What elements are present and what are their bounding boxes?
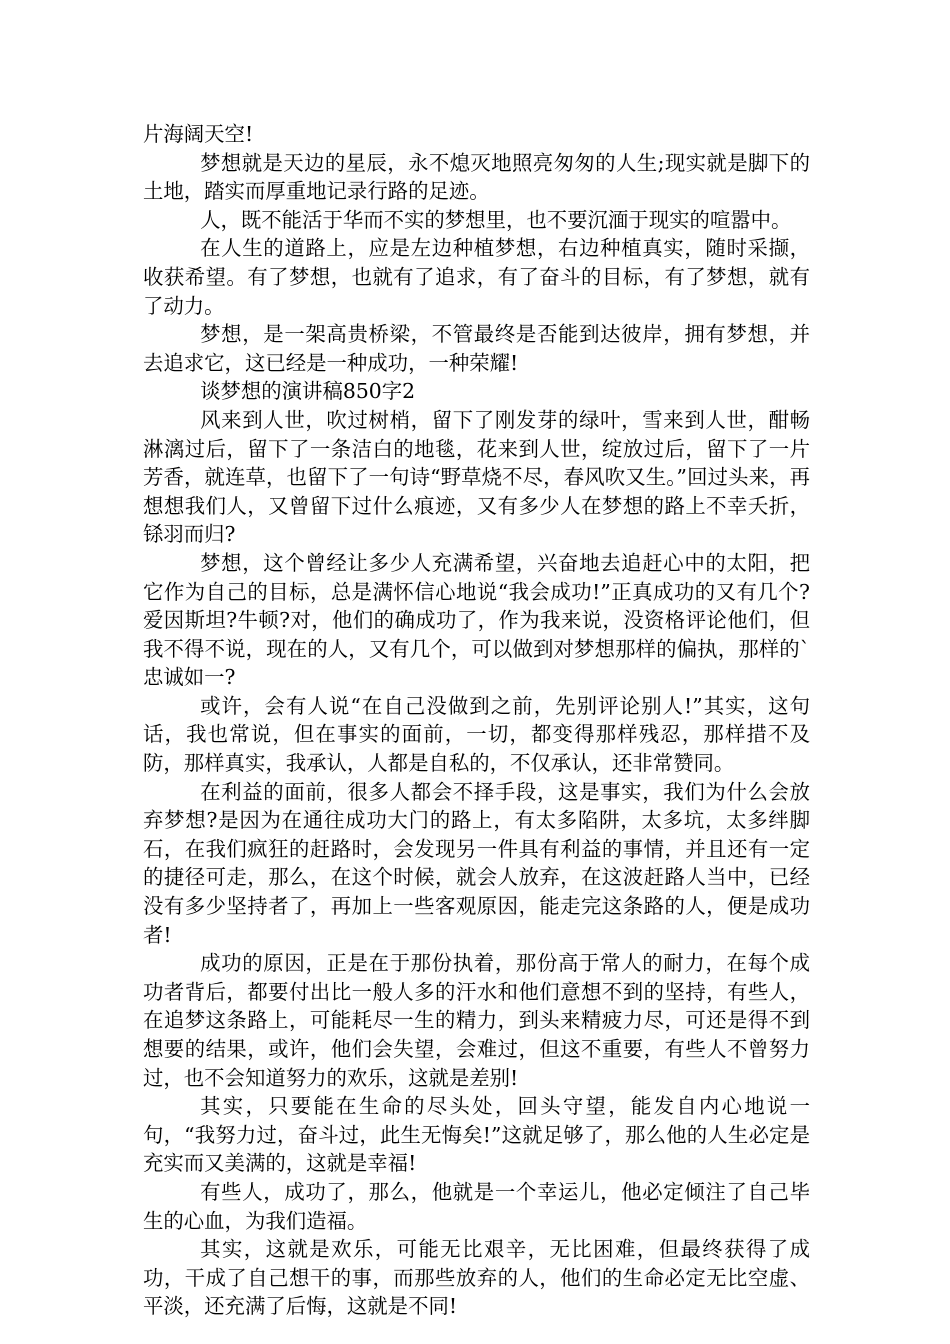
paragraph: 梦想就是天边的星辰，永不熄灭地照亮匆匆的人生;现实就是脚下的土地，踏实而厚重地记录行路的足迹。 [143, 150, 810, 204]
paragraph: 成功的原因，正是在于那份执着，那份高于常人的耐力，在每个成功者背后，都要付出比一般人多的汗水和他们意想不到的坚持，有些人，在追梦这条路上，可能耗尽一生的精力，到头来精疲力尽，可还是得不到想要的结果，或许，他们会失望，会难过，但这不重要，有些人不曾努力过，也不会知道努力的欢乐，这就是差别! [143, 951, 810, 1090]
paragraph: 梦想，这个曾经让多少人充满希望，兴奋地去追赶心中的太阳，把它作为自己的目标，总是满怀信心地说“我会成功!”正真成功的又有几个?爱因斯坦?牛顿?对，他们的确成功了，作为我来说，没资格评论他们，但我不得不说，现在的人，又有几个，可以做到对梦想那样的偏执，那样的`忠诚如一? [143, 550, 810, 690]
paragraph: 在人生的道路上，应是左边种植梦想，右边种植真实，随时采撷，收获希望。有了梦想，也就有了追求，有了奋斗的目标，有了梦想，就有了动力。 [143, 236, 810, 318]
paragraph: 梦想，是一架高贵桥梁，不管最终是否能到达彼岸，拥有梦想，并去追求它，这已经是一种成功，一种荣耀! [143, 322, 810, 375]
paragraph: 风来到人世，吹过树梢，留下了刚发芽的绿叶，雪来到人世，酣畅淋漓过后，留下了一条洁白的地毯，花来到人世，绽放过后，留下了一片芳香，就连草，也留下了一句诗“野草烧不尽，春风吹又生。”回过头来，再想想我们人，又曾留下过什么痕迹，又有多少人在梦想的路上不幸夭折，铩羽而归? [143, 407, 810, 547]
paragraph: 其实，这就是欢乐，可能无比艰辛，无比困难，但最终获得了成功，干成了自己想干的事，而那些放弃的人，他们的生命必定无比空虚、平淡，还充满了后悔，这就是不同! [143, 1237, 810, 1319]
paragraph: 在利益的面前，很多人都会不择手段，这是事实，我们为什么会放弃梦想?是因为在通往成功大门的路上，有太多陷阱，太多坑，太多绊脚石，在我们疯狂的赶路时，会发现另一件具有利益的事情，并且还有一定的捷径可走，那么，在这个时候，就会人放弃，在这波赶路人当中，已经没有多少坚持者了，再加上一些客观原因，能走完这条路的人，便是成功者! [143, 779, 810, 947]
paragraph: 或许，会有人说“在自己没做到之前，先别评论别人!”其实，这句话，我也常说，但在事实的面前，一切，都变得那样残忍，那样措不及防，那样真实，我承认，人都是自私的，不仅承认，还非常赞同。 [143, 693, 810, 776]
document-body [143, 120, 810, 1321]
paragraph: 有些人，成功了，那么，他就是一个幸运儿，他必定倾注了自己毕生的心血，为我们造福。 [143, 1179, 810, 1233]
paragraph-continuation: 片海阔天空! [143, 122, 254, 146]
paragraph: 其实，只要能在生命的尽头处，回头守望，能发自内心地说一句，“我努力过，奋斗过，此生无悔矣!”这就足够了，那么他的人生必定是充实而又美满的，这就是幸福! [143, 1094, 810, 1176]
paragraph: 人，既不能活于华而不实的梦想里，也不要沉湎于现实的喧嚣中。 [200, 207, 792, 232]
section-heading: 谈梦想的演讲稿850字2 [200, 379, 416, 404]
